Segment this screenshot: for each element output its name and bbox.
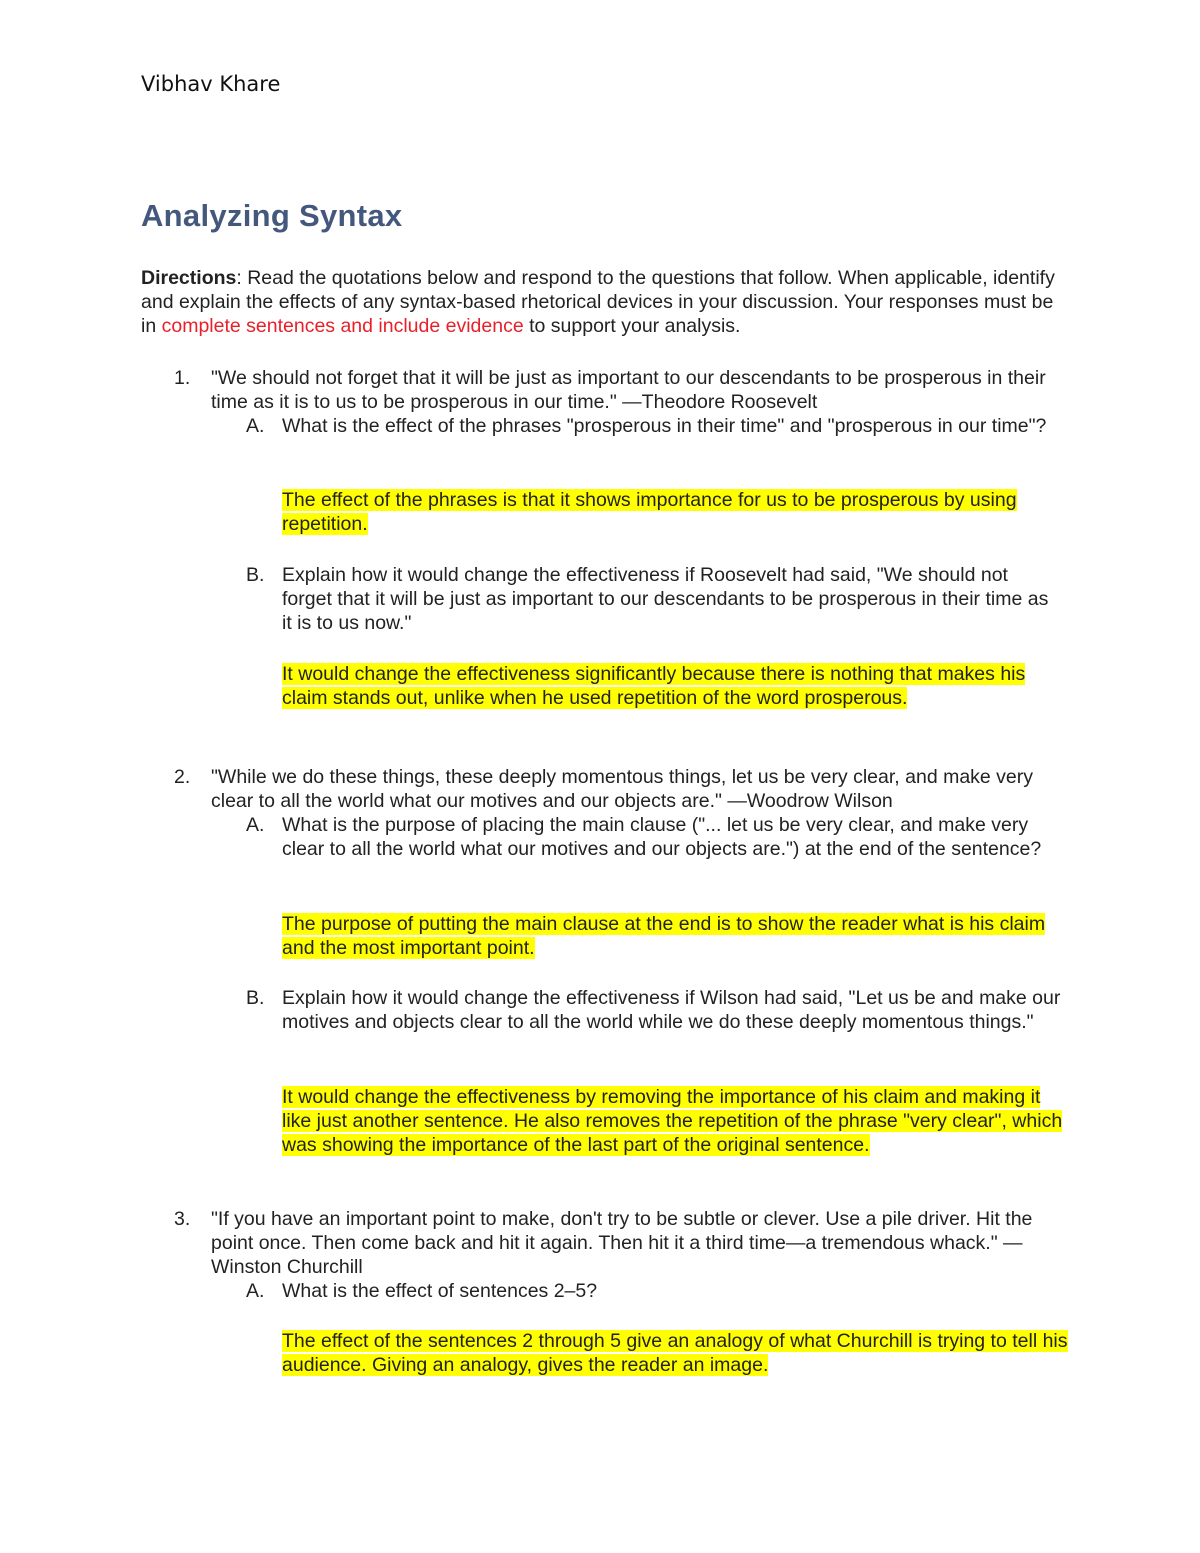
question-number: 1. bbox=[174, 367, 191, 389]
subquestion-letter: A. bbox=[246, 814, 265, 836]
answer-text: The purpose of putting the main clause at the end is to show the reader what is his claim and the most important point. bbox=[282, 913, 1046, 959]
subquestion-letter: A. bbox=[246, 415, 265, 437]
subquestion-letter: B. bbox=[246, 564, 265, 586]
answer-highlight bbox=[282, 912, 1072, 960]
question-number: 2. bbox=[174, 766, 191, 788]
subquestion-text: Explain how it would change the effectiveness if Roosevelt had said, "We should not forget that it will be just as important to our descendants to be prosperous in their time as it is to us now." bbox=[282, 564, 1049, 634]
subquestion-text: What is the effect of the phrases "prosperous in their time" and "prosperous in our time"? bbox=[282, 415, 1047, 437]
directions-paragraph bbox=[141, 266, 1061, 338]
answer-highlight bbox=[282, 662, 1072, 710]
subquestion-letter: B. bbox=[246, 987, 265, 1009]
directions-emphasis: complete sentences and include evidence bbox=[161, 315, 524, 337]
question-quote: "While we do these things, these deeply momentous things, let us be very clear, and make very clear to all the world what our motives and our objects are." —Woodrow Wilson bbox=[211, 766, 1034, 812]
question-number: 3. bbox=[174, 1208, 191, 1230]
directions-text-end: to support your analysis. bbox=[523, 315, 741, 337]
answer-text: It would change the effectiveness significantly because there is nothing that makes his claim stands out, unlike when he used repetition of the word prosperous. bbox=[282, 663, 1026, 709]
subquestion-text: Explain how it would change the effectiveness if Wilson had said, "Let us be and make our motives and objects clear to all the world while we do these deeply momentous things." bbox=[282, 987, 1061, 1033]
directions-label: Directions bbox=[141, 267, 237, 289]
answer-highlight bbox=[282, 1329, 1072, 1377]
author-name: Vibhav Khare bbox=[141, 72, 281, 96]
directions-text: : Read the quotations below and respond to the questions that follow. When applicable, identify and explain the effects of any syntax-based rhetorical devices in your discussion. Your responses must be in bbox=[141, 267, 1055, 337]
subquestion-text: What is the effect of sentences 2–5? bbox=[282, 1280, 598, 1302]
page-title: Analyzing Syntax bbox=[141, 198, 403, 233]
subquestion-text: What is the purpose of placing the main clause ("... let us be very clear, and make very clear to all the world what our motives and our objects are.") at the end of the sentence? bbox=[282, 814, 1042, 860]
answer-text: The effect of the phrases is that it shows importance for us to be prosperous by using repetition. bbox=[282, 489, 1017, 535]
subquestion-letter: A. bbox=[246, 1280, 265, 1302]
question-quote: "We should not forget that it will be just as important to our descendants to be prosperous in their time as it is to us to be prosperous in our time." —Theodore Roosevelt bbox=[211, 367, 1046, 413]
question-quote: "If you have an important point to make, don't try to be subtle or clever. Use a pile driver. Hit the point once. Then come back and hit it again. Then hit it a third time—a tremendous whack." —Winston Churchill bbox=[211, 1208, 1033, 1278]
answer-text: The effect of the sentences 2 through 5 give an analogy of what Churchill is trying to tell his audience. Giving an analogy, gives the reader an image. bbox=[282, 1330, 1068, 1376]
answer-highlight bbox=[282, 488, 1072, 536]
answer-highlight bbox=[282, 1085, 1072, 1157]
answer-text: It would change the effectiveness by removing the importance of his claim and making it like just another sentence. He also removes the repetition of the phrase "very clear", which was showing the importance of the last part of the original sentence. bbox=[282, 1086, 1063, 1156]
